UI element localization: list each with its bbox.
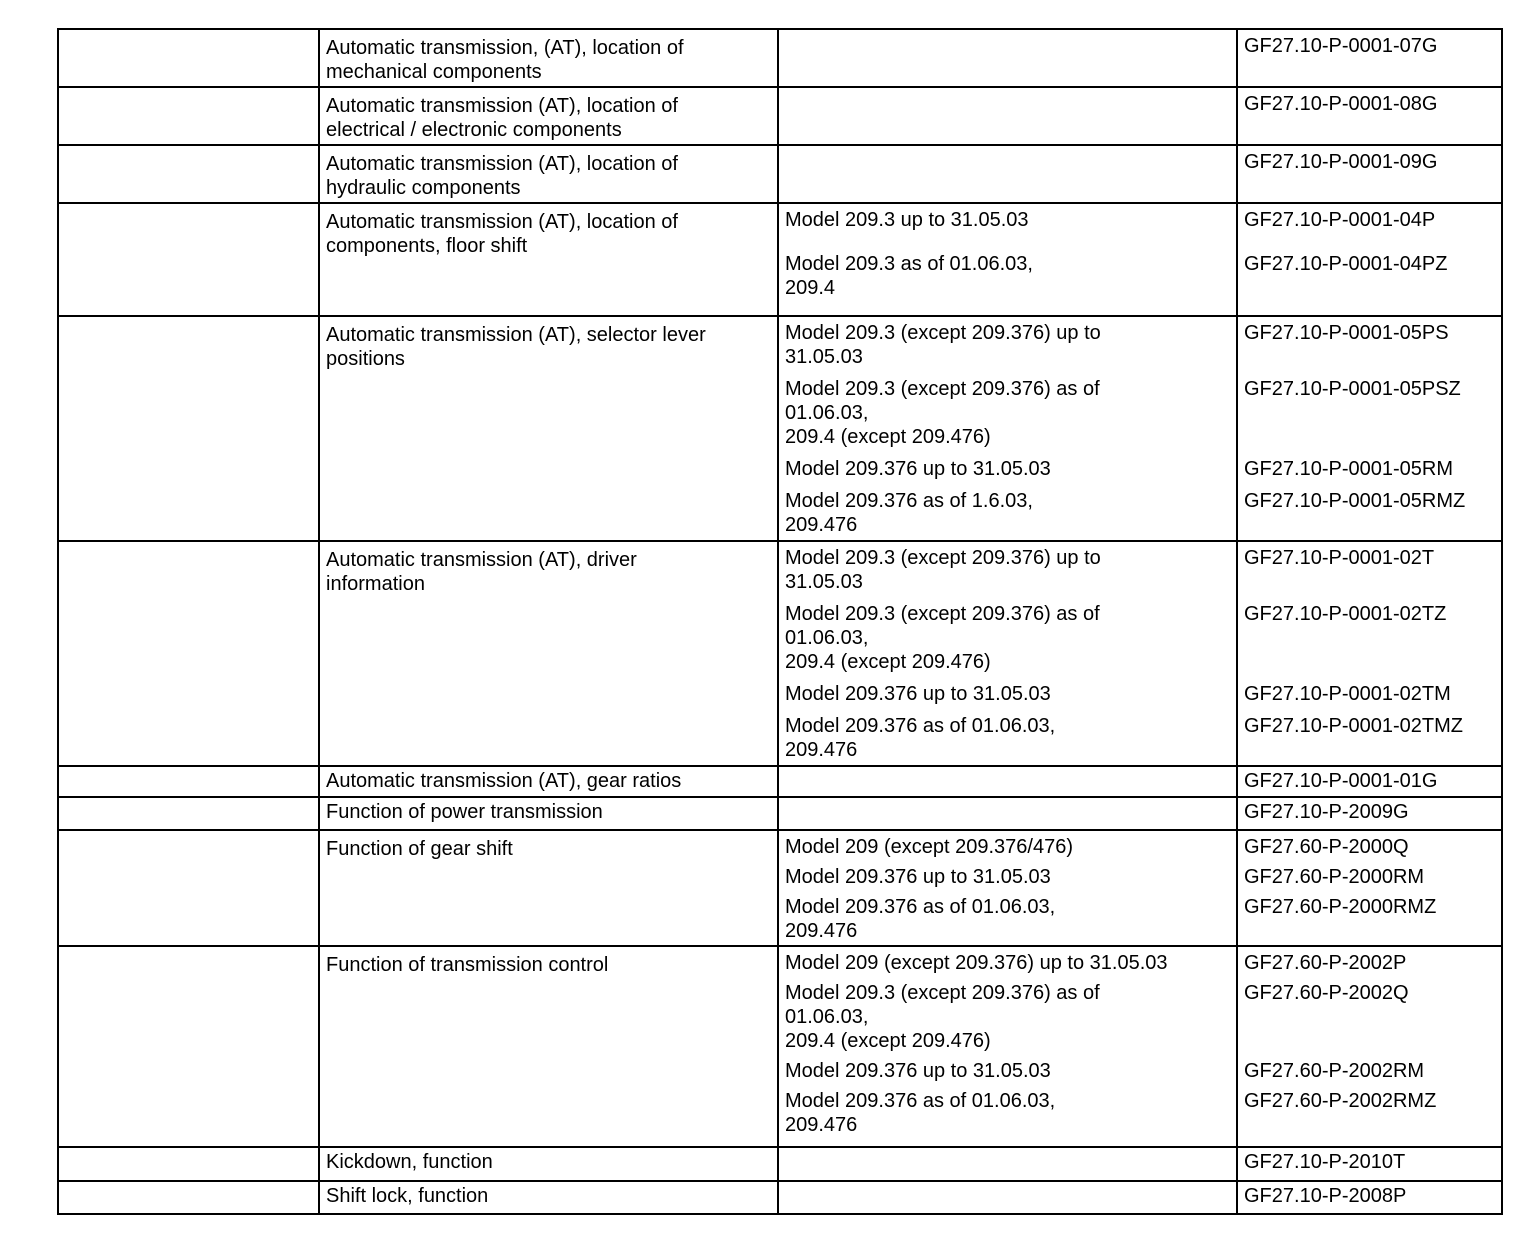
empty-cell xyxy=(58,1147,319,1181)
topic-title: Automatic transmission, (AT), location of mechanical components xyxy=(326,37,684,83)
topic-title: Function of power transmission xyxy=(326,801,603,823)
model-cell xyxy=(778,145,1237,203)
topic-title: Kickdown, function xyxy=(326,1151,493,1173)
model-applicability: Model 209.376 up to 31.05.03 xyxy=(785,1060,1051,1082)
table-row xyxy=(58,1147,1502,1181)
topic-cell xyxy=(319,946,778,1147)
model-cell xyxy=(778,203,1237,316)
document-number[interactable]: GF27.10-P-0001-08G xyxy=(1244,93,1438,115)
model-cell xyxy=(778,766,1237,797)
document-number-cell xyxy=(1237,1147,1502,1181)
document-number[interactable]: GF27.10-P-0001-02TMZ xyxy=(1244,715,1463,737)
document-number[interactable]: GF27.10-P-0001-02T xyxy=(1244,547,1435,569)
topic-title: Function of transmission control xyxy=(326,954,609,976)
document-number-cell xyxy=(1237,766,1502,797)
model-applicability: Model 209.3 (except 209.376) as of 01.06.03, 209.4 (except 209.476) xyxy=(785,378,1100,448)
model-cell xyxy=(778,87,1237,145)
model-applicability: Model 209.376 up to 31.05.03 xyxy=(785,683,1051,705)
document-number[interactable]: GF27.10-P-0001-04P xyxy=(1244,209,1436,231)
topic-title: Automatic transmission (AT), location of components, floor shift xyxy=(326,211,678,257)
empty-cell xyxy=(58,830,319,946)
model-applicability: Model 209.376 up to 31.05.03 xyxy=(785,458,1051,480)
model-applicability xyxy=(779,767,1236,793)
document-number[interactable]: GF27.10-P-0001-05PSZ xyxy=(1244,378,1461,400)
document-number[interactable]: GF27.10-P-0001-04PZ xyxy=(1244,253,1448,275)
model-applicability: Model 209 (except 209.376) up to 31.05.03 xyxy=(785,952,1168,974)
model-applicability: Model 209.376 as of 01.06.03, 209.476 xyxy=(785,1090,1056,1136)
document-number[interactable]: GF27.60-P-2000RMZ xyxy=(1244,896,1437,918)
topic-title: Shift lock, function xyxy=(326,1185,489,1207)
document-number[interactable]: GF27.60-P-2000Q xyxy=(1244,836,1409,858)
table-row xyxy=(58,1181,1502,1214)
document-table xyxy=(57,28,1503,1215)
document-number[interactable]: GF27.60-P-2002Q xyxy=(1244,982,1409,1004)
topic-cell xyxy=(319,316,778,541)
model-applicability xyxy=(779,798,1236,824)
topic-cell xyxy=(319,87,778,145)
document-number-cell xyxy=(1237,203,1502,316)
document-number-cell xyxy=(1237,87,1502,145)
model-applicability: Model 209.3 (except 209.376) as of 01.06.03, 209.4 (except 209.476) xyxy=(785,982,1100,1052)
topic-cell xyxy=(319,797,778,830)
model-applicability: Model 209.3 (except 209.376) up to 31.05.03 xyxy=(785,322,1101,368)
table-row xyxy=(58,29,1502,87)
empty-cell xyxy=(58,87,319,145)
model-applicability: Model 209.376 as of 1.6.03, 209.476 xyxy=(785,490,1033,536)
table-row xyxy=(58,316,1502,541)
model-applicability: Model 209.376 as of 01.06.03, 209.476 xyxy=(785,715,1056,761)
document-number-cell xyxy=(1237,946,1502,1147)
model-applicability: Model 209.3 as of 01.06.03, 209.4 xyxy=(785,253,1033,299)
document-number[interactable]: GF27.10-P-0001-05RMZ xyxy=(1244,490,1466,512)
table-row xyxy=(58,946,1502,1147)
table-row xyxy=(58,87,1502,145)
topic-title: Automatic transmission (AT), gear ratios xyxy=(326,770,682,792)
document-number[interactable]: GF27.10-P-2009G xyxy=(1244,801,1409,823)
table-row xyxy=(58,145,1502,203)
model-applicability xyxy=(779,88,1236,116)
topic-title: Automatic transmission (AT), driver information xyxy=(326,549,637,595)
document-number-cell xyxy=(1237,145,1502,203)
document-number[interactable]: GF27.10-P-2008P xyxy=(1244,1185,1407,1207)
topic-cell xyxy=(319,1147,778,1181)
document-number[interactable]: GF27.10-P-0001-02TZ xyxy=(1244,603,1447,625)
document-number[interactable]: GF27.60-P-2000RM xyxy=(1244,866,1425,888)
model-cell xyxy=(778,1181,1237,1214)
topic-title: Automatic transmission (AT), selector lever positions xyxy=(326,324,706,370)
document-number[interactable]: GF27.10-P-0001-07G xyxy=(1244,35,1438,57)
table-row xyxy=(58,766,1502,797)
model-cell xyxy=(778,541,1237,766)
document-number[interactable]: GF27.10-P-0001-02TM xyxy=(1244,683,1451,705)
model-applicability xyxy=(779,1148,1236,1174)
model-applicability xyxy=(779,30,1236,58)
topic-cell xyxy=(319,145,778,203)
document-number[interactable]: GF27.60-P-2002RM xyxy=(1244,1060,1425,1082)
empty-cell xyxy=(58,797,319,830)
model-applicability: Model 209.376 up to 31.05.03 xyxy=(785,866,1051,888)
document-number[interactable]: GF27.60-P-2002P xyxy=(1244,952,1407,974)
model-cell xyxy=(778,946,1237,1147)
model-cell xyxy=(778,830,1237,946)
empty-cell xyxy=(58,145,319,203)
topic-title: Automatic transmission (AT), location of electrical / electronic components xyxy=(326,95,678,141)
document-number[interactable]: GF27.10-P-0001-05RM xyxy=(1244,458,1453,480)
topic-cell xyxy=(319,766,778,797)
empty-cell xyxy=(58,766,319,797)
topic-title: Function of gear shift xyxy=(326,838,513,860)
empty-cell xyxy=(58,316,319,541)
topic-cell xyxy=(319,203,778,316)
empty-cell xyxy=(58,541,319,766)
document-number[interactable]: GF27.10-P-2010T xyxy=(1244,1151,1406,1173)
model-cell xyxy=(778,797,1237,830)
document-table-body xyxy=(58,29,1502,1214)
table-row xyxy=(58,830,1502,946)
table-row xyxy=(58,541,1502,766)
model-applicability: Model 209.376 as of 01.06.03, 209.476 xyxy=(785,896,1056,942)
model-applicability: Model 209.3 (except 209.376) as of 01.06.03, 209.4 (except 209.476) xyxy=(785,603,1100,673)
model-applicability: Model 209.3 (except 209.376) up to 31.05.03 xyxy=(785,547,1101,593)
table-row xyxy=(58,203,1502,316)
empty-cell xyxy=(58,946,319,1147)
document-number-cell xyxy=(1237,830,1502,946)
document-number-cell xyxy=(1237,316,1502,541)
topic-cell xyxy=(319,830,778,946)
empty-cell xyxy=(58,29,319,87)
document-number[interactable]: GF27.10-P-0001-01G xyxy=(1244,770,1438,792)
document-number-cell xyxy=(1237,541,1502,766)
document-number-cell xyxy=(1237,797,1502,830)
document-number-cell xyxy=(1237,1181,1502,1214)
document-number-cell xyxy=(1237,29,1502,87)
model-cell xyxy=(778,29,1237,87)
model-applicability: Model 209 (except 209.376/476) xyxy=(785,836,1073,858)
topic-cell xyxy=(319,1181,778,1214)
empty-cell xyxy=(58,1181,319,1214)
model-cell xyxy=(778,1147,1237,1181)
model-applicability xyxy=(779,1182,1236,1208)
table-row xyxy=(58,797,1502,830)
topic-cell xyxy=(319,541,778,766)
model-applicability: Model 209.3 up to 31.05.03 xyxy=(785,209,1029,231)
document-number[interactable]: GF27.10-P-0001-09G xyxy=(1244,151,1438,173)
document-number[interactable]: GF27.60-P-2002RMZ xyxy=(1244,1090,1437,1112)
empty-cell xyxy=(58,203,319,316)
topic-cell xyxy=(319,29,778,87)
model-applicability xyxy=(779,146,1236,174)
document-number[interactable]: GF27.10-P-0001-05PS xyxy=(1244,322,1449,344)
model-cell xyxy=(778,316,1237,541)
topic-title: Automatic transmission (AT), location of hydraulic components xyxy=(326,153,678,199)
